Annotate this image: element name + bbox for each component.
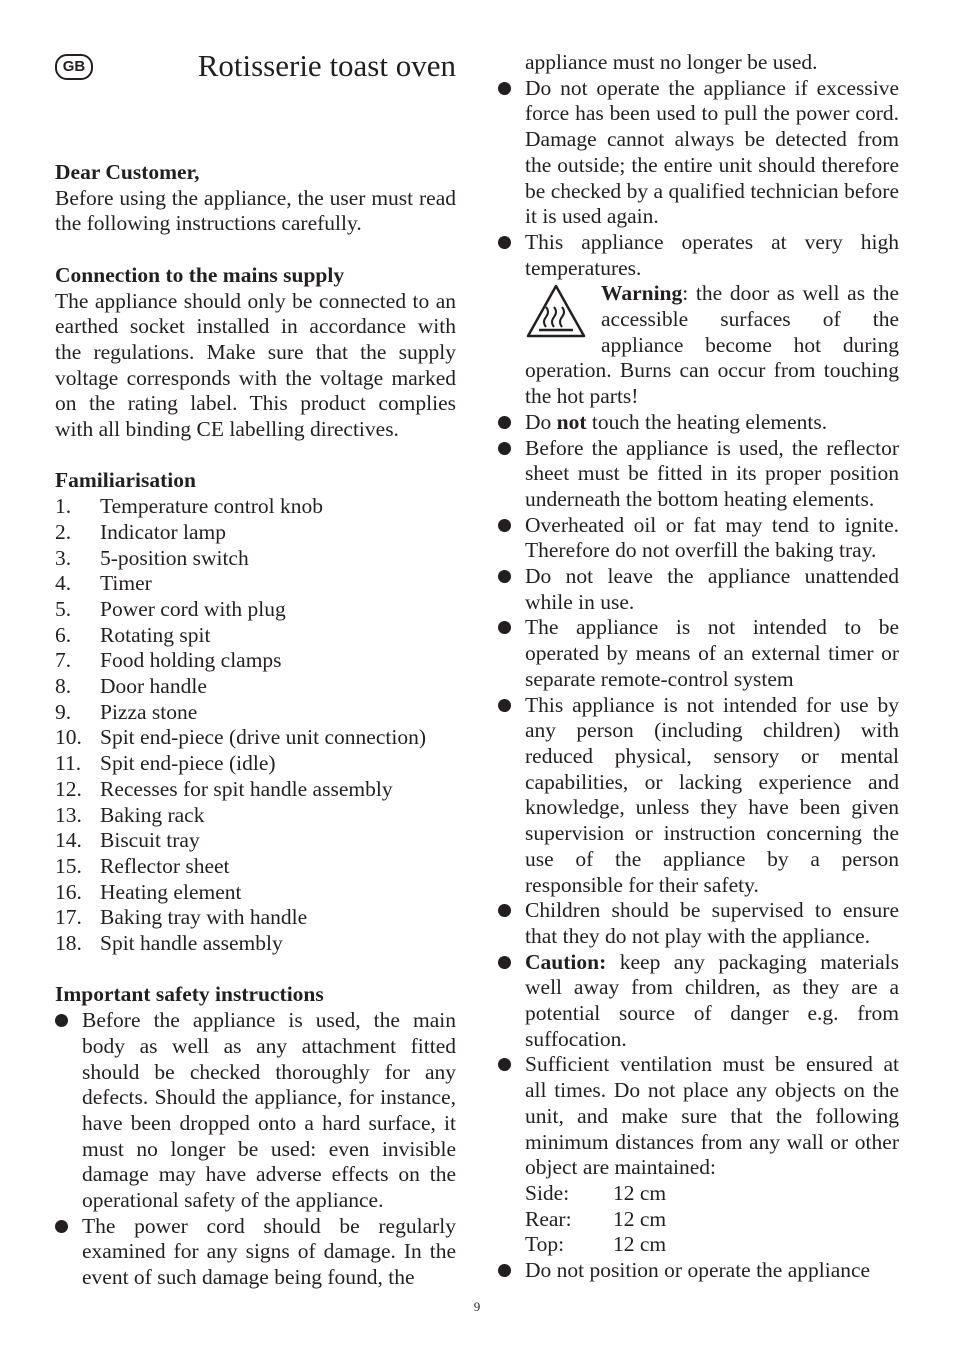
safety-heading: Important safety instructions <box>55 982 324 1007</box>
familiarisation-heading: Familiarisation <box>55 468 196 493</box>
list-item: 17. Baking tray with handle <box>55 905 308 930</box>
list-item: Caution: keep any packaging materials well away from children, as they are a potential source of danger e.g. from suffocation. <box>498 950 899 1053</box>
left-column <box>55 160 456 1291</box>
list-item: 1. Temperature control knob <box>55 494 323 519</box>
list-item: 8. Door handle <box>55 674 207 699</box>
page-title: Rotisserie toast oven <box>197 48 456 83</box>
safety-list-left <box>55 1008 456 1291</box>
list-item: 10. Spit end-piece (drive unit connection) <box>55 725 426 750</box>
list-item: 15. Reflector sheet <box>55 853 230 878</box>
list-item: 13. Baking rack <box>55 802 205 827</box>
mains-heading: Connection to the mains supply <box>55 262 345 287</box>
bullet-icon <box>498 1264 511 1277</box>
list-item: 14. Biscuit tray <box>55 828 200 853</box>
mains-text: The appliance should only be connected to an earthed socket installed in accordance with the regulations. Make sure that the supply voltage corresponds with the voltage marked on the rating label. This product complies with all binding CE labelling directives. <box>55 288 456 442</box>
bullet-icon <box>498 1058 511 1071</box>
list-item: Overheated oil or fat may tend to ignite. Therefore do not overfill the baking tray. <box>498 513 899 564</box>
list-item: 6. Rotating spit <box>55 622 211 647</box>
list-item: The appliance is not intended to be operated by means of an external timer or separate remote-control system <box>498 615 899 692</box>
distance-table <box>498 1181 899 1258</box>
continued-text: appliance must no longer be used. <box>525 50 818 74</box>
list-item: Do not position or operate the appliance <box>498 1258 899 1284</box>
safety-list-right-3 <box>498 1258 899 1284</box>
safety-list-right-2 <box>498 410 899 1181</box>
bullet-icon <box>498 82 511 95</box>
list-item: Before the appliance is used, the main body as well as any attachment fitted should be checked thoroughly for any defects. Should the appliance, for instance, have been dropped onto a hard surface, it must no longer be used: even invisible damage may have adverse effects on the operational safety of the appliance. <box>55 1008 456 1214</box>
greeting: Dear Customer, <box>55 160 200 184</box>
list-item: 18. Spit handle assembly <box>55 931 283 956</box>
hot-surface-warning-icon <box>525 283 587 339</box>
list-item: Do not leave the appliance unattended while in use. <box>498 564 899 615</box>
distance-row: Rear: 12 cm <box>525 1206 667 1231</box>
list-item: 7. Food holding clamps <box>55 648 282 673</box>
list-item: Sufficient ventilation must be ensured at all times. Do not place any objects on the unit, and make sure that the following minimum distances from any wall or other object are maintained: <box>498 1052 899 1181</box>
bullet-icon <box>498 442 511 455</box>
page-number: 9 <box>473 1299 481 1314</box>
bullet-icon <box>498 519 511 532</box>
country-badge: GB <box>55 54 93 80</box>
list-item: 4. Timer <box>55 571 152 596</box>
list-item: 11. Spit end-piece (idle) <box>55 751 276 776</box>
list-item: 12. Recesses for spit handle assembly <box>55 776 393 801</box>
intro-text: Before using the appliance, the user must read the following instructions carefully. <box>55 185 456 236</box>
list-item: Children should be supervised to ensure that they do not play with the appliance. <box>498 898 899 949</box>
right-column <box>498 50 899 1284</box>
distance-row: Top: 12 cm <box>525 1232 667 1257</box>
warning-label: Warning <box>601 281 683 306</box>
list-item: 9. Pizza stone <box>55 699 198 724</box>
bullet-icon <box>498 956 511 969</box>
list-item: This appliance operates at very high temperatures. <box>498 230 899 281</box>
list-item: 5. Power cord with plug <box>55 596 286 621</box>
list-item: 2. Indicator lamp <box>55 519 226 544</box>
bullet-icon <box>498 904 511 917</box>
hot-surface-warning <box>498 281 899 410</box>
list-item: Do not touch the heating elements. <box>498 410 899 436</box>
warning-text: : the door as well as the accessible surfaces of the appliance become hot during operation. Burns can occur from touching the hot parts! <box>525 281 899 409</box>
safety-list-right <box>498 76 899 282</box>
bullet-icon <box>498 416 511 429</box>
bullet-icon <box>498 699 511 712</box>
bullet-icon <box>55 1220 68 1233</box>
list-item: Before the appliance is used, the reflector sheet must be fitted in its proper position underneath the bottom heating elements. <box>498 436 899 513</box>
caution-label: Caution: <box>525 949 607 974</box>
list-item: This appliance is not intended for use by any person (including children) with reduced physical, sensory or mental capabilities, or lacking experience and knowledge, unless they have been given supervision or instruction concerning the use of the appliance by a person responsible for their safety. <box>498 693 899 899</box>
bullet-icon <box>55 1014 68 1027</box>
bullet-icon <box>498 236 511 249</box>
bullet-icon <box>498 570 511 583</box>
list-item: The power cord should be regularly examined for any signs of damage. In the event of such damage being found, the <box>55 1214 456 1291</box>
parts-list <box>55 494 456 957</box>
bullet-icon <box>498 621 511 634</box>
list-item: 16. Heating element <box>55 879 242 904</box>
list-item: Do not operate the appliance if excessive force has been used to pull the power cord. Damage cannot always be detected from the outside; the entire unit should therefore be checked by a qualified technician before it is used again. <box>498 76 899 230</box>
distance-row: Side: 12 cm <box>525 1180 667 1205</box>
list-item: 3. 5-position switch <box>55 545 249 570</box>
